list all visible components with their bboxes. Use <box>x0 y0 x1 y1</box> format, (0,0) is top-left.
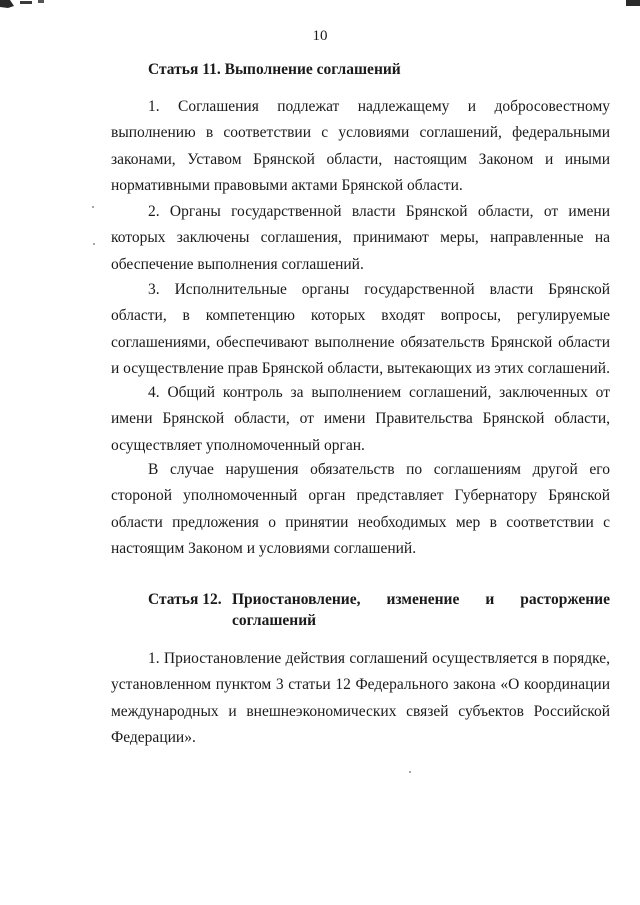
article-11-paragraph-3: 3. Исполнительные органы государственной власти Брянской области, в компетенцию которых входят вопросы, регулируемые соглашениями, обеспечивают выполнение обязательств Брянской области и осуществление прав Брянской области, вытекающих из этих соглашений. <box>111 281 610 378</box>
article-12-paragraph-1: 1. Приостановление действия соглашений осуществляется в порядке, установленном пунктом 3 статьи 12 Федерального закона «О координации международных и внешнеэкономических связей субъектов Российской Федерации». <box>111 650 610 747</box>
scan-speck <box>93 243 95 245</box>
article-12-title: Приостановление, изменение и расторжение соглашений <box>232 591 610 629</box>
scan-artifact-mark <box>0 0 60 8</box>
scan-speck <box>409 771 411 773</box>
article-11-paragraph-4: 4. Общий контроль за выполнением соглашений, заключенных от имени Брянской области, от имени Правительства Брянской области, осуществляет уполномоченный орган. <box>111 384 610 454</box>
article-11-paragraph-2: 2. Органы государственной власти Брянской области, от имени которых заключены соглашения, принимают меры, направленные на обеспечение выполнения соглашений. <box>111 203 610 273</box>
article-11-heading: Статья 11. Выполнение соглашений <box>148 61 401 78</box>
article-11-paragraph-5: В случае нарушения обязательств по соглашениям другой его стороной уполномоченный орган представляет Губернатору Брянской области предложения о принятии необходимых мер в соответствии с настоящим Законом и условиями соглашений. <box>111 461 610 558</box>
page-number: 10 <box>312 28 328 44</box>
scan-artifact-mark-right <box>626 0 640 6</box>
scan-speck <box>92 206 94 208</box>
article-12-number: Статья 12. <box>148 591 222 608</box>
article-11-paragraph-1: 1. Соглашения подлежат надлежащему и добросовестному выполнению в соответствии с условиями соглашений, федеральными законами, Уставом Брянской области, настоящим Законом и иными нормативными правовыми актами Брянской области. <box>111 98 610 195</box>
